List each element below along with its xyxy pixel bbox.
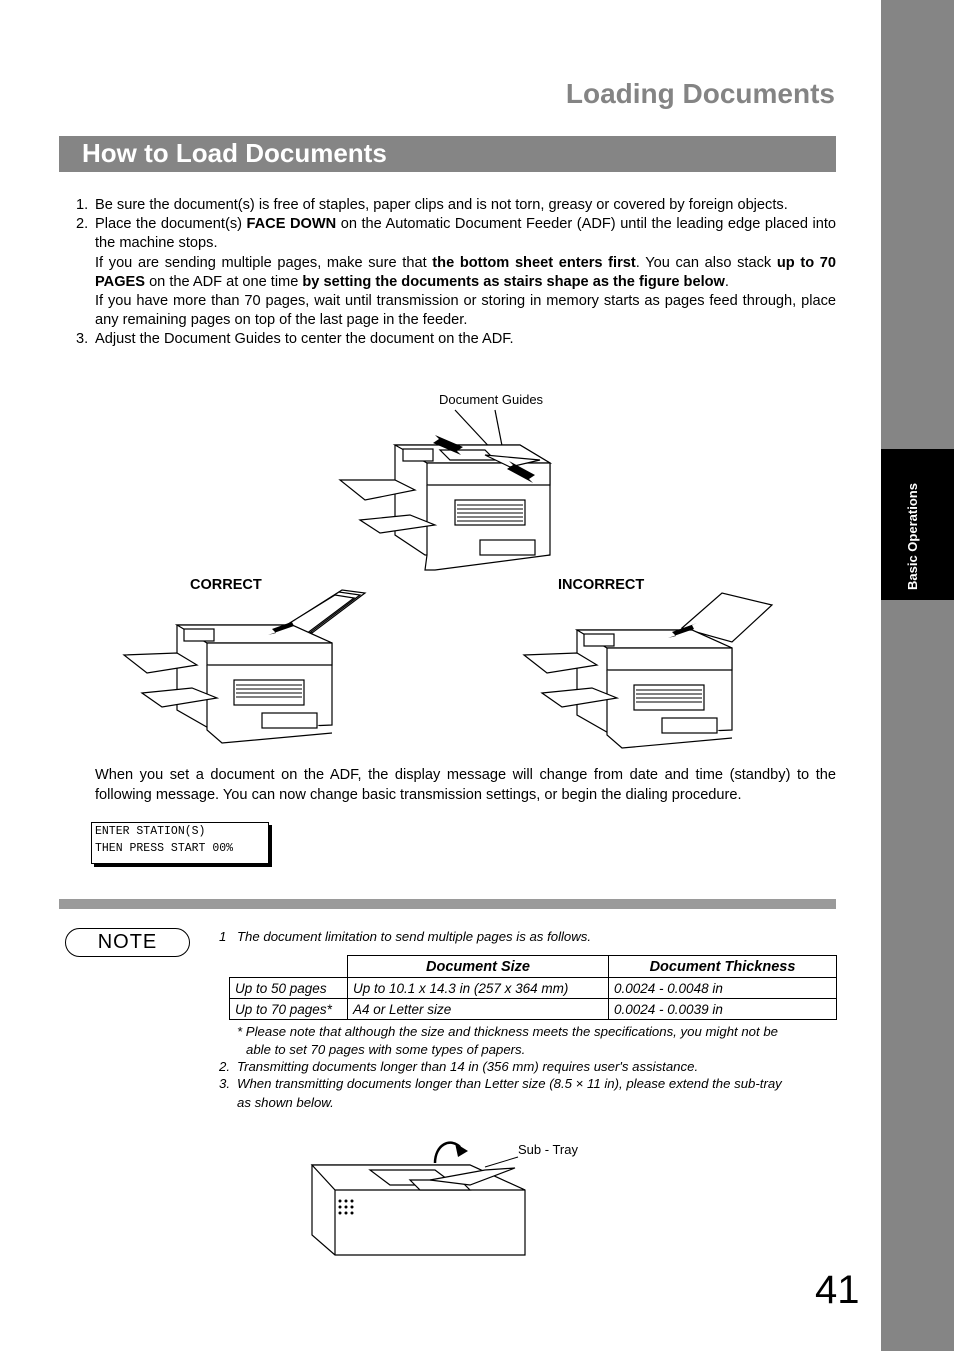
text-run: If you are sending multiple pages, make sure that: [95, 254, 433, 271]
table-header-cell: Document Thickness: [609, 956, 837, 978]
side-tab-label: Basic Operations: [905, 483, 920, 590]
bold-run: up to 70 PAGES: [95, 254, 836, 290]
table-cell: 0.0024 - 0.0039 in: [609, 999, 837, 1020]
step-text: Adjust the Document Guides to center the document on the ADF.: [95, 331, 514, 348]
text-run: on the ADF at one time: [145, 273, 303, 290]
lcd-display: [91, 822, 269, 864]
note-badge: NOTE: [65, 928, 190, 957]
note-item-2-number: 2.: [219, 1059, 230, 1074]
note-item-1-text: The document limitation to send multiple pages is as follows.: [237, 929, 592, 944]
table-cell: Up to 50 pages: [230, 978, 348, 999]
table-cell: Up to 70 pages*: [230, 999, 348, 1020]
section-title-bar: [59, 136, 836, 172]
table-row: [230, 978, 837, 999]
step-2-line-2: [95, 254, 836, 292]
note-item-3-line-2: as shown below.: [237, 1095, 334, 1110]
bold-run: by setting the documents as stairs shape as the figure below: [302, 273, 725, 290]
steps-list: [76, 196, 836, 350]
side-band: [881, 0, 954, 1351]
section-divider: [59, 899, 836, 909]
display-message-paragraph: When you set a document on the ADF, the display message will change from date and time (standby) to the following message. You can now change basic transmission settings, or begin the dialing procedure.: [95, 767, 836, 803]
text-run: Place the document(s): [95, 216, 247, 233]
document-guides-label: Document Guides: [439, 392, 544, 407]
lcd-line-2: THEN PRESS START 00%: [95, 842, 234, 855]
table-header-cell: [230, 956, 348, 978]
step-2-line-3: If you have more than 70 pages, wait until transmission or storing in memory starts as pages feed through, place any remaining pages on top of the last page in the feeder.: [95, 293, 836, 329]
step-2: [76, 215, 836, 330]
page-number: 41: [815, 1268, 860, 1312]
incorrect-label: INCORRECT: [558, 577, 645, 593]
table-cell: A4 or Letter size: [348, 999, 609, 1020]
step-number: 1.: [76, 197, 89, 213]
text-run: . You can also stack: [635, 254, 777, 271]
fax-correct-stairs-illustration: [122, 585, 372, 750]
document-limitation-table: [229, 955, 837, 1020]
note-item-1-number: 1: [219, 929, 227, 944]
table-cell: Up to 10.1 x 14.3 in (257 x 364 mm): [348, 978, 609, 999]
lcd-line-1: ENTER STATION(S): [95, 825, 206, 838]
fax-sub-tray-illustration: [310, 1135, 535, 1260]
text-run: .: [724, 273, 729, 290]
step-number: 2.: [76, 216, 89, 233]
bold-run: FACE DOWN: [246, 216, 337, 233]
step-text: [95, 215, 836, 330]
fax-incorrect-illustration: [522, 590, 772, 755]
table-header-row: [230, 956, 837, 978]
step-number: 3.: [76, 331, 89, 348]
table-cell: 0.0024 - 0.0048 in: [609, 978, 837, 999]
sub-tray-label: Sub - Tray: [518, 1142, 578, 1157]
note-item-3-number: 3.: [219, 1076, 230, 1091]
correct-label: CORRECT: [190, 577, 262, 593]
bold-run: the bottom sheet enters first: [432, 254, 636, 271]
text-run: on the Automatic Document Feeder (ADF) until the leading edge placed into the machine stops.: [95, 216, 836, 252]
footnote-line-1: * Please note that although the size and thickness meets the specifications, you might not be: [237, 1024, 779, 1039]
step-text: Be sure the document(s) is free of staples, paper clips and is not torn, greasy or covered by foreign objects.: [95, 197, 788, 213]
step-2-line-1: [95, 215, 836, 253]
section-title: How to Load Documents: [82, 138, 387, 168]
note-item-2-text: Transmitting documents longer than 14 in (356 mm) requires user's assistance.: [237, 1059, 699, 1074]
fax-machine-document-guides-illustration: [335, 405, 560, 575]
chapter-title: Loading Documents: [565, 78, 835, 109]
table-row: [230, 999, 837, 1020]
step-1: [76, 196, 836, 215]
table-header-cell: Document Size: [348, 956, 609, 978]
note-item-3-line-1: When transmitting documents longer than Letter size (8.5 × 11 in), please extend the sub-tray: [237, 1076, 782, 1091]
step-3: [76, 330, 836, 349]
footnote-line-2: able to set 70 pages with some types of papers.: [246, 1042, 526, 1057]
